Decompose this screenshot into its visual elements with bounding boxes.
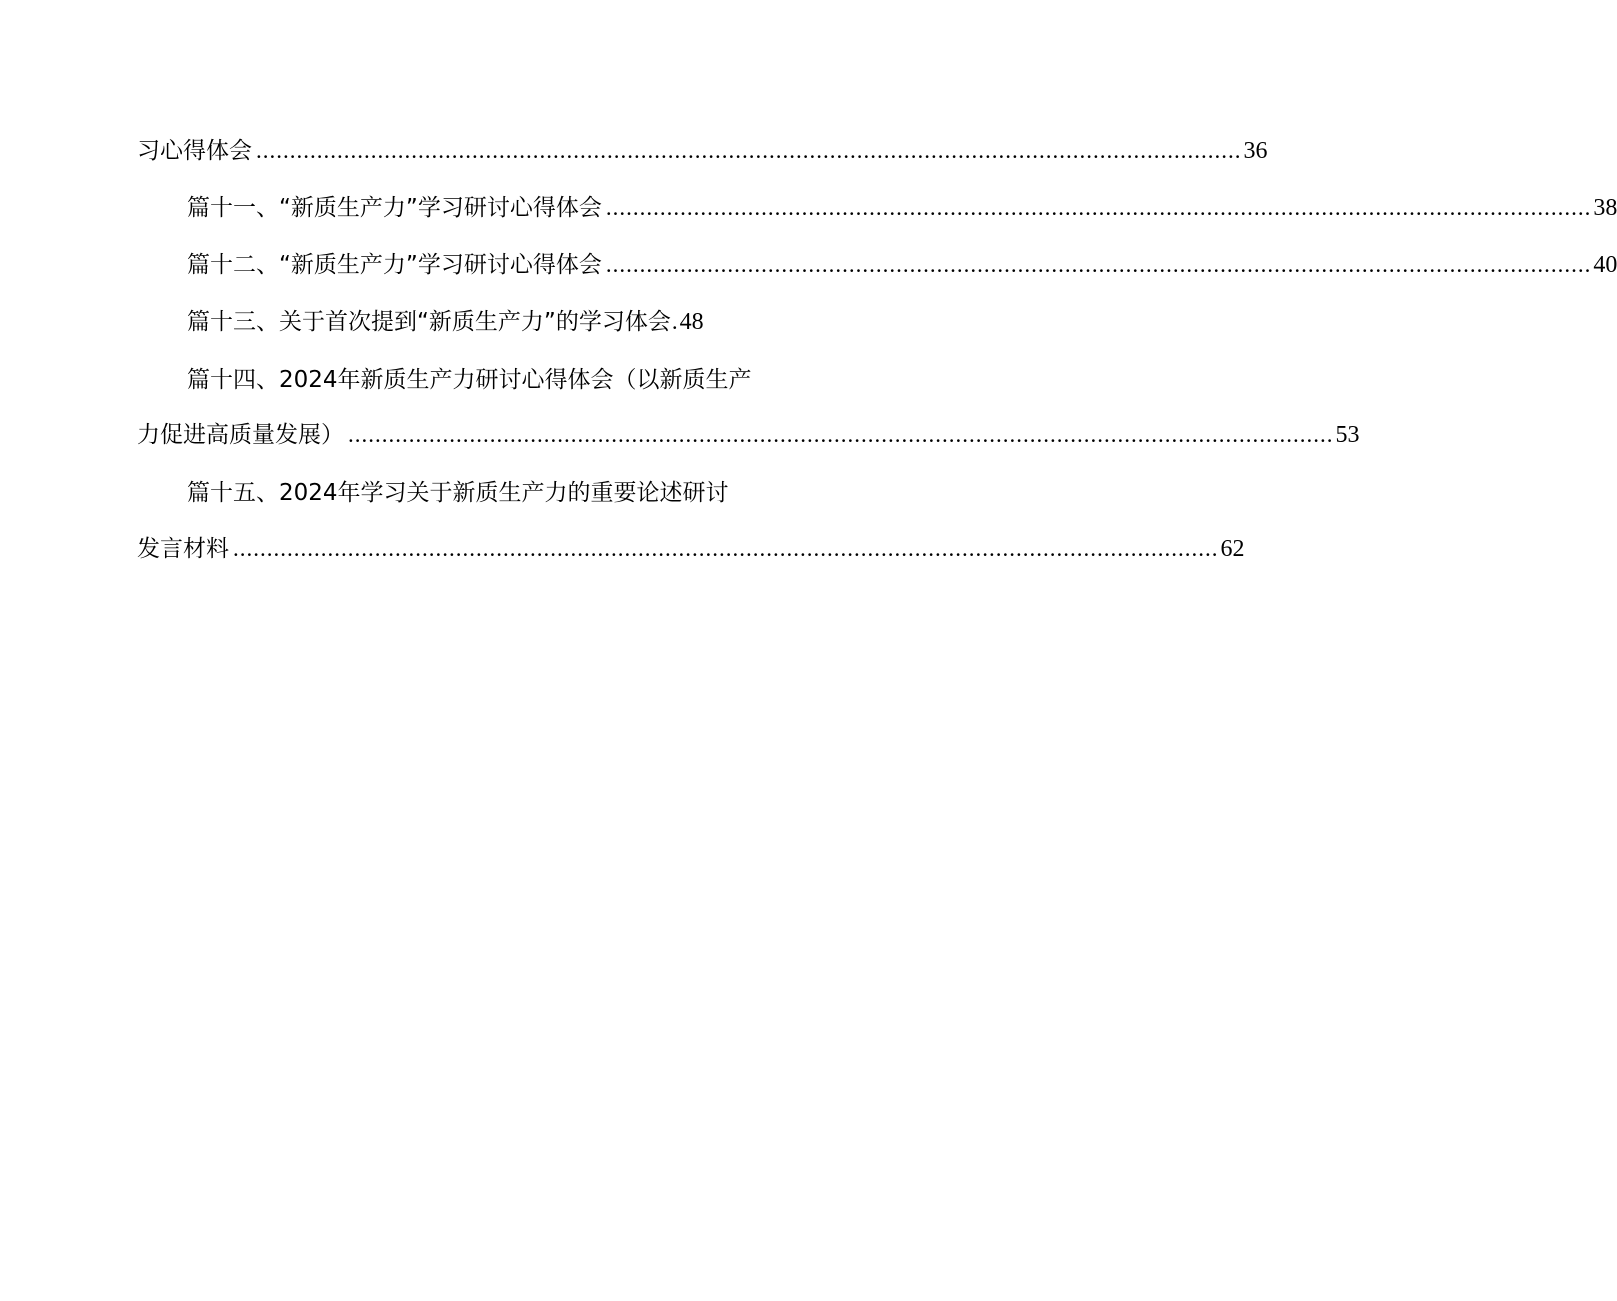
toc-entry-title: 篇十一、“新质生产力”学习研讨心得体会 bbox=[187, 195, 602, 221]
toc-page-number: 38 bbox=[1593, 195, 1617, 221]
dot-leader: .................................................................................................................................................. bbox=[605, 195, 1592, 220]
toc-entry-continued[interactable] bbox=[187, 365, 777, 395]
toc-page-number: 36 bbox=[1243, 138, 1268, 164]
toc-entry-title: 篇十五、2024年学习关于新质生产力的重要论述研讨 bbox=[187, 480, 729, 506]
toc-entry[interactable] bbox=[137, 136, 1268, 166]
dot-leader: .................................................................................................................................................. bbox=[348, 422, 1334, 447]
toc-entry[interactable] bbox=[137, 534, 1245, 564]
toc-entry[interactable] bbox=[187, 307, 747, 337]
dot-leader: .................................................................................................................................................. bbox=[233, 536, 1219, 561]
toc-entry-title: 篇十四、2024年新质生产力研讨心得体会（以新质生产 bbox=[187, 367, 752, 393]
toc-page-number: 62 bbox=[1220, 536, 1245, 562]
toc-page-number: 53 bbox=[1335, 422, 1360, 448]
toc-entry[interactable] bbox=[137, 420, 1360, 450]
dot-leader: .................................................................................................................................................. bbox=[256, 138, 1242, 163]
toc-entry[interactable] bbox=[187, 250, 1617, 280]
dot-leader: .................................................................................................................................................. bbox=[605, 252, 1592, 277]
dot-leader: . bbox=[671, 309, 679, 334]
toc-entry-title: 习心得体会 bbox=[137, 138, 252, 164]
toc-entry-continued[interactable] bbox=[187, 478, 777, 508]
toc-page-number: 48 bbox=[679, 309, 704, 335]
toc-entry-title: 篇十二、“新质生产力”学习研讨心得体会 bbox=[187, 252, 602, 278]
toc-entry-title: 篇十三、关于首次提到“新质生产力”的学习体会 bbox=[187, 309, 671, 335]
toc-entry-title: 力促进高质量发展） bbox=[137, 422, 344, 448]
toc-entry[interactable] bbox=[187, 193, 1617, 223]
toc-entry-title: 发言材料 bbox=[137, 536, 229, 562]
toc-page-number: 40 bbox=[1593, 252, 1617, 278]
